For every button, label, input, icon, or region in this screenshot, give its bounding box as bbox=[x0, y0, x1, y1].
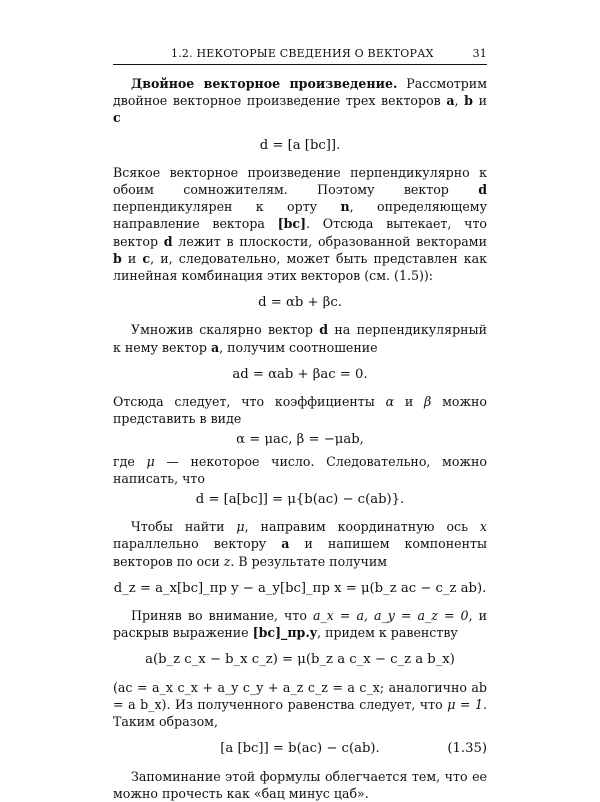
paragraph-mu-number: где μ — некоторое число. Следовательно, можно написать, что bbox=[113, 453, 487, 486]
paragraph-find-mu: Чтобы найти μ, направим координатную ось x параллельно вектору a и напишем компоненты векторов по оси z. В результате получим bbox=[113, 519, 487, 569]
formula-d-expansion: d = [a[bc]] = μ{b(ac) − c(ab)}. bbox=[195, 492, 405, 508]
book-page bbox=[113, 44, 487, 802]
paragraph-scalar-multiply: Умножив скалярно вектор d на перпендикулярный к нему вектор a, получим соотношение bbox=[113, 322, 487, 355]
formula-double-product: d = [a [bc]]. bbox=[259, 137, 341, 153]
paragraph-mnemonic: Запоминание этой формулы облегчается тем, что ее можно прочесть как «бац минус цаб». bbox=[113, 768, 487, 801]
running-header bbox=[113, 44, 487, 65]
paragraph-taking-into-account: Приняв во внимание, что a_x = a, a_y = a_z = 0, и раскрыв выражение [bc]_пр.y, придем к равенству bbox=[113, 608, 487, 641]
paragraph-double-product-intro: Двойное векторное произведение. Рассмотрим двойное векторное произведение трех векторов a, b и c bbox=[113, 76, 487, 126]
formula-ad-zero: ad = αab + βac = 0. bbox=[232, 366, 368, 382]
paragraph-mu-equals-one: (ac = a_x c_x + a_y c_y + a_z c_z = a c_x; аналогично ab = a b_x). Из полученного равенства следует, что μ = 1. Таким образом, bbox=[113, 679, 487, 730]
runin-heading: Двойное векторное произведение. bbox=[131, 76, 398, 91]
equation-number: (1.35) bbox=[447, 741, 487, 757]
formula-dz-component: d_z = a_x[bc]_пр y − a_y[bc]_пр x = μ(b_z ac − c_z ab). bbox=[113, 580, 487, 596]
formula-linear-combination: d = αb + βc. bbox=[258, 295, 342, 311]
section-title: 1.2. НЕКОТОРЫЕ СВЕДЕНИЯ О ВЕКТОРАХ bbox=[171, 47, 434, 60]
paragraph-coefficients: Отсюда следует, что коэффициенты α и β можно представить в виде bbox=[113, 394, 488, 427]
formula-equality: a(b_z c_x − b_x c_z) = μ(b_z a c_x − c_z a b_x) bbox=[145, 652, 455, 668]
page-number: 31 bbox=[472, 47, 487, 60]
formula-bac-cab: [a [bc]] = b(ac) − c(ab). (1.35) bbox=[220, 741, 487, 757]
paragraph-perpendicular: Всякое векторное произведение перпендикулярно к обоим сомножителям. Поэтому вектор d перпендикулярен к орту n, определяющему направление вектора [bc]. Отсюда вытекает, что вектор d лежит в плоскости, образованной векторами b и c, и, следовательно, может быть представлен как линейная комбинация этих векторов (см. (1.5)): bbox=[113, 164, 487, 284]
formula-alpha-beta: α = μac, β = −μab, bbox=[236, 432, 364, 448]
